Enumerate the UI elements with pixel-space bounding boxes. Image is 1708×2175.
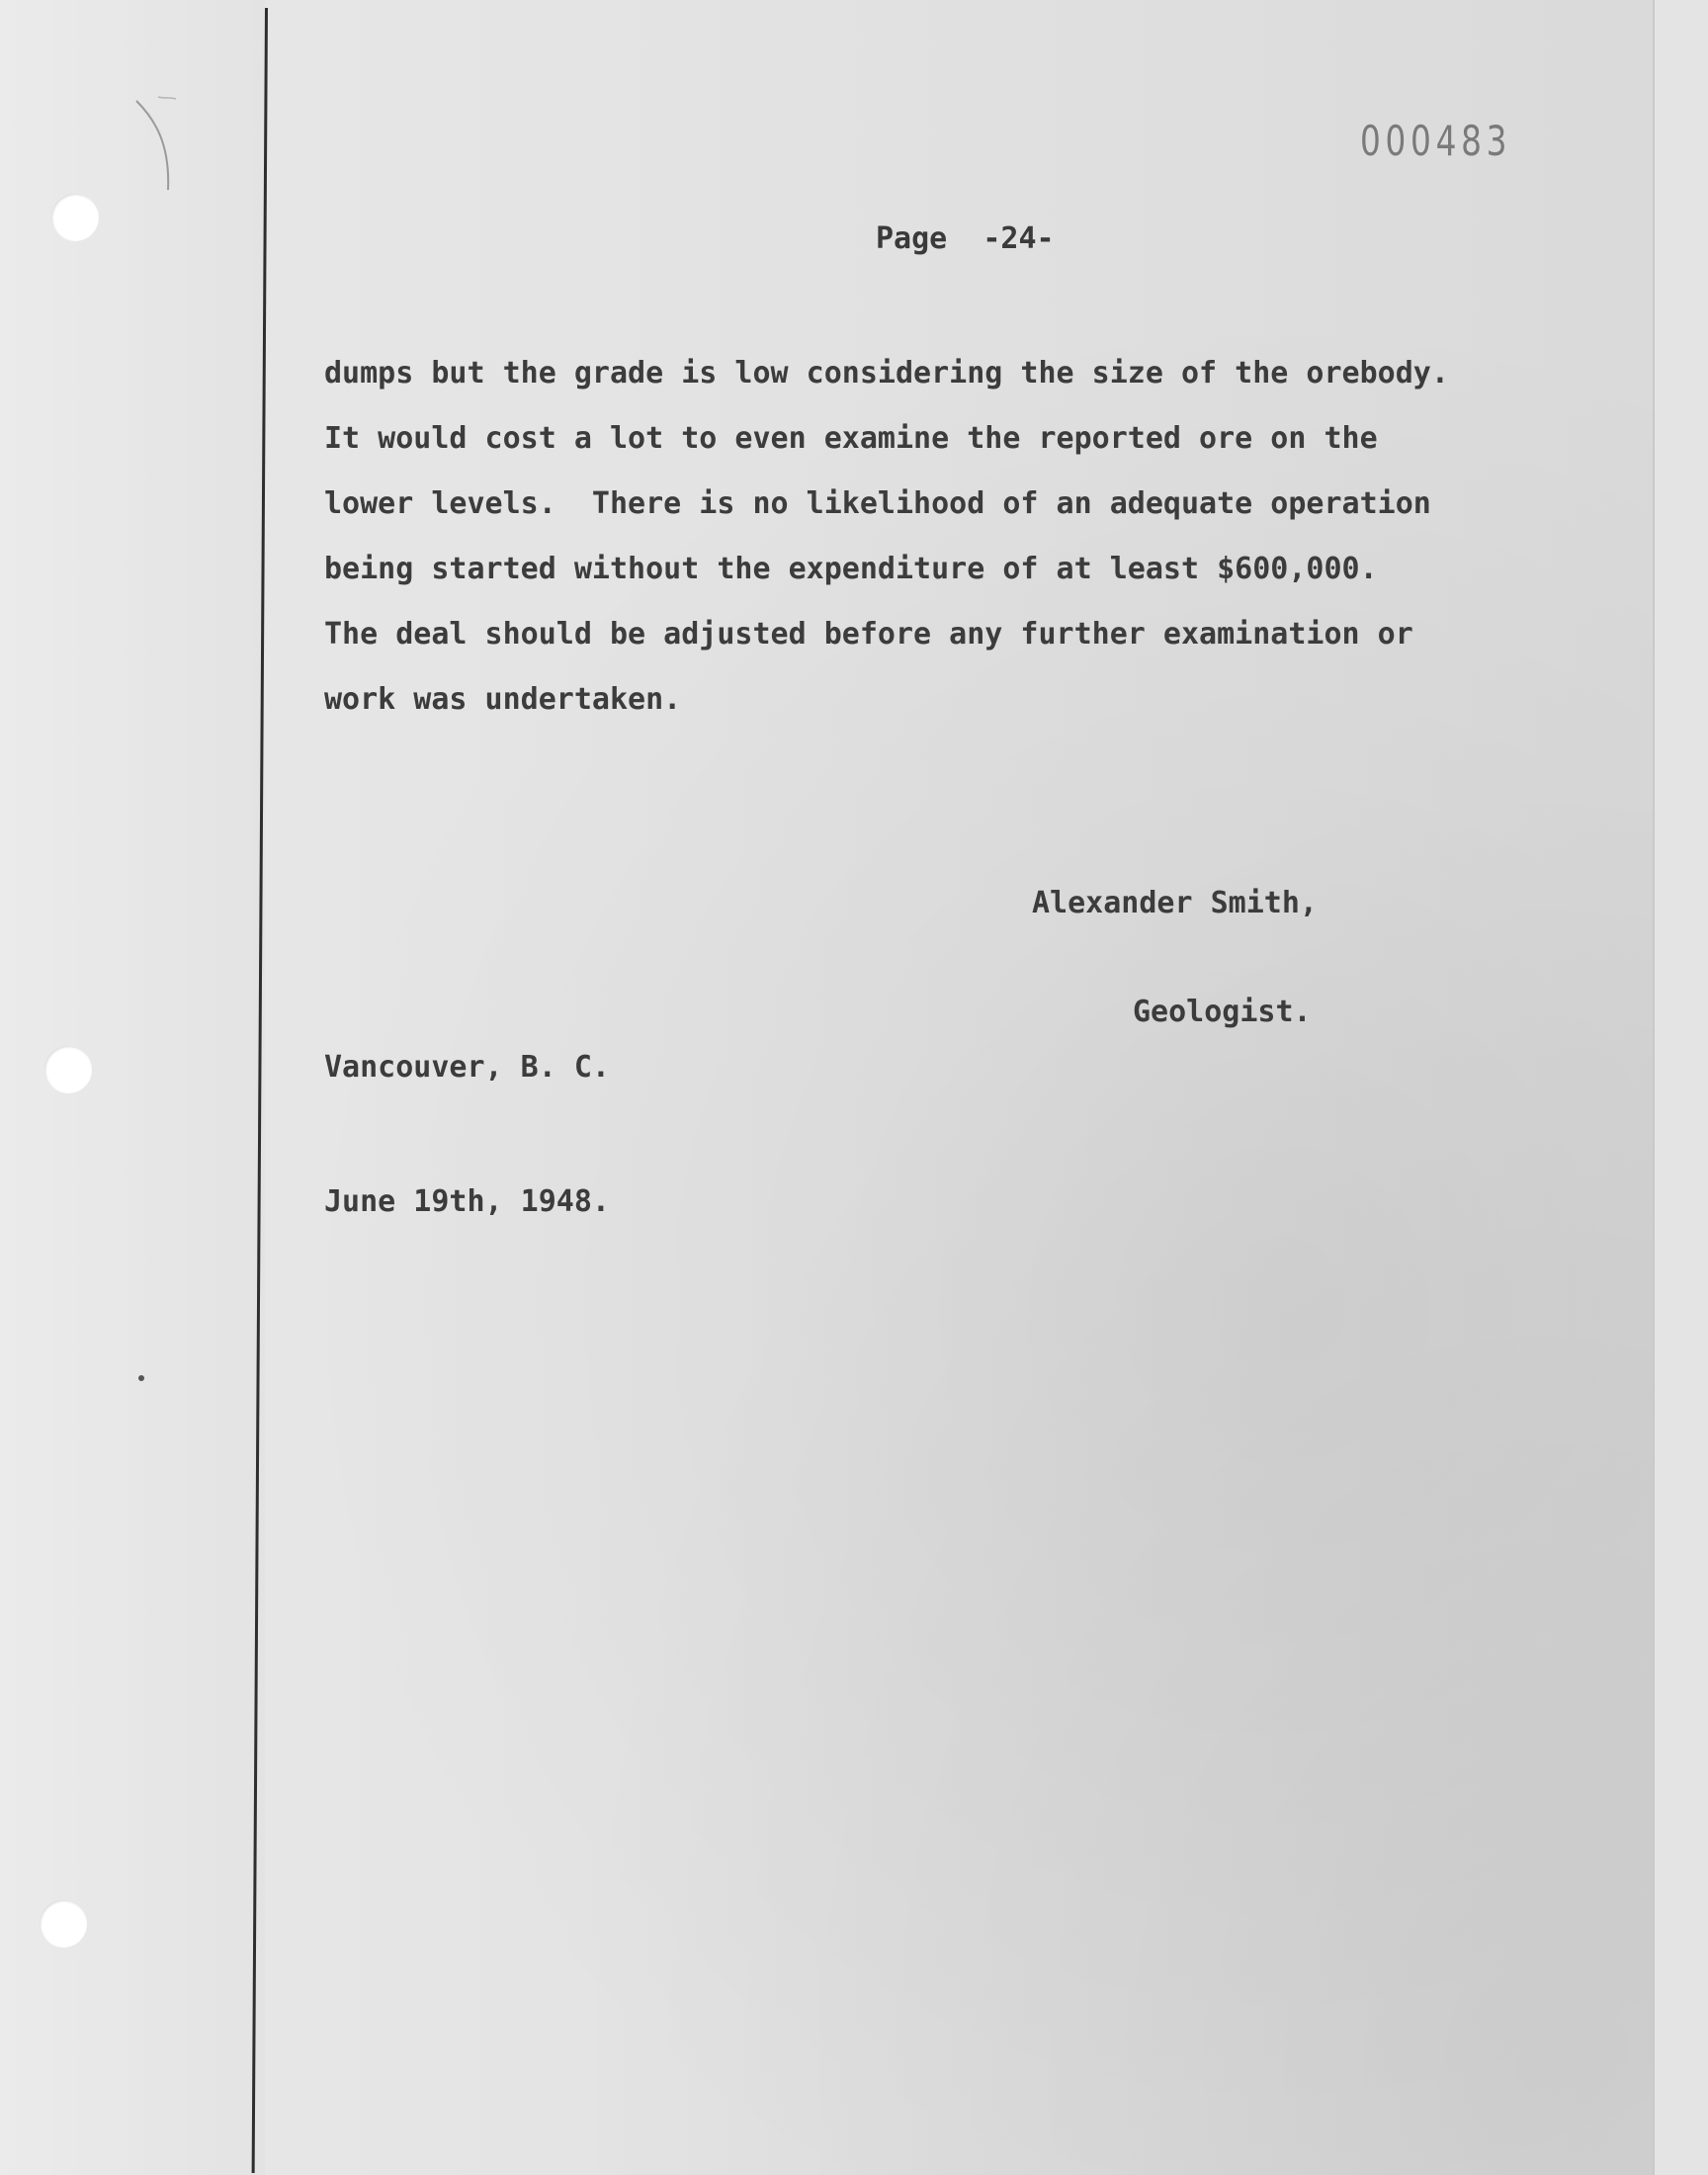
page-edge-fold — [1655, 0, 1708, 2175]
punch-hole-top — [51, 194, 99, 241]
body-line: dumps but the grade is low considering the size of the orebody. — [324, 356, 1449, 391]
place-date-block — [324, 977, 610, 1315]
place: Vancouver, B. C. — [324, 1050, 610, 1085]
signature-title: Geologist. — [1133, 995, 1312, 1029]
body-line: The deal should be adjusted before any further examination or — [324, 617, 1413, 652]
binder-margin — [0, 0, 265, 2175]
signature-name: Alexander Smith, — [1032, 886, 1318, 920]
body-line: work was undertaken. — [324, 682, 682, 717]
body-line: being started without the expenditure of at least $600,000. — [324, 552, 1378, 586]
stray-mark — [138, 1375, 144, 1381]
date: June 19th, 1948. — [324, 1184, 610, 1219]
body-paragraph — [324, 352, 1639, 743]
pencil-mark-icon — [119, 91, 198, 200]
signature-block — [1032, 815, 1318, 1101]
document-stamp-number: 000483 — [1360, 117, 1512, 165]
body-line: lower levels. There is no likelihood of an adequate operation — [324, 486, 1431, 521]
punch-hole-bottom — [40, 1900, 87, 1948]
page-number: Page -24- — [876, 221, 1055, 256]
punch-hole-middle — [44, 1046, 92, 1093]
body-line: It would cost a lot to even examine the reported ore on the — [324, 421, 1378, 456]
